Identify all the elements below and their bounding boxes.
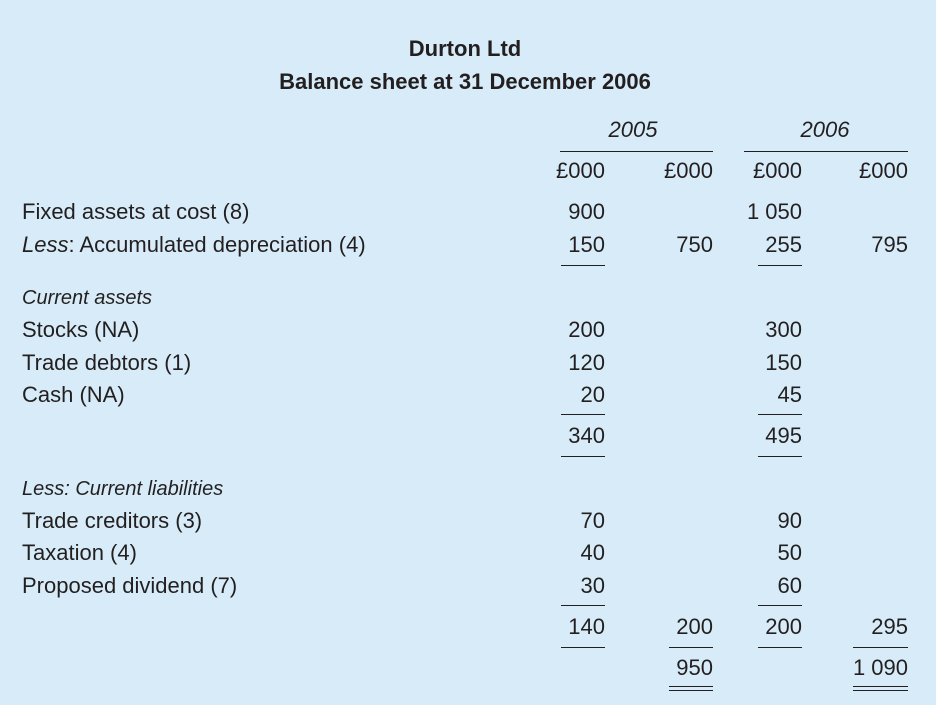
- rule: [561, 414, 605, 415]
- cash-label: Cash (NA): [22, 382, 125, 407]
- current-assets-total-2005: 340: [568, 423, 605, 448]
- unit-header: £000: [859, 158, 908, 183]
- year-header-2005: 2005: [608, 117, 658, 142]
- taxation-2005: 40: [580, 540, 605, 565]
- depreciation-text: : Accumulated depreciation (4): [68, 232, 366, 257]
- unit-header: £000: [753, 158, 802, 183]
- statement-title: Balance sheet at 31 December 2006: [279, 69, 651, 94]
- proposed-dividend-2006: 60: [777, 573, 802, 598]
- current-liabilities-text: : Current liabilities: [64, 478, 224, 500]
- total-net-assets-2006: 1 090: [852, 655, 908, 680]
- less-prefix: Less: [22, 232, 69, 257]
- current-liabilities-total-2005: 140: [568, 614, 605, 639]
- double-rule: [669, 686, 713, 691]
- rule: [561, 265, 605, 266]
- less-prefix: Less: [22, 478, 65, 500]
- trade-creditors-label: Trade creditors (3): [22, 508, 203, 533]
- trade-creditors-2006: 90: [777, 508, 802, 533]
- taxation-label: Taxation (4): [22, 540, 137, 565]
- unit-header: £000: [556, 158, 605, 183]
- total-net-assets-2005: 950: [676, 655, 713, 680]
- taxation-2006: 50: [777, 540, 802, 565]
- rule: [853, 647, 908, 648]
- rule: [758, 456, 802, 457]
- rule: [561, 605, 605, 606]
- double-rule: [853, 686, 908, 691]
- depreciation-2006: 255: [765, 232, 802, 257]
- trade-debtors-label: Trade debtors (1): [22, 350, 192, 375]
- trade-debtors-2005: 120: [568, 350, 605, 375]
- year-underline-2006: [744, 151, 908, 152]
- stocks-2006: 300: [765, 317, 802, 342]
- unit-header: £000: [664, 158, 713, 183]
- current-liabilities-heading: [22, 476, 223, 502]
- rule: [758, 265, 802, 266]
- net-fixed-assets-2006: 795: [871, 232, 908, 257]
- proposed-dividend-2005: 30: [580, 573, 605, 598]
- stocks-label: Stocks (NA): [22, 317, 140, 342]
- rule: [561, 456, 605, 457]
- rule: [758, 414, 802, 415]
- rule: [669, 647, 713, 648]
- net-fixed-assets-2005: 750: [676, 232, 713, 257]
- net-current-assets-2005: 200: [676, 614, 713, 639]
- fixed-assets-cost-2006: 1 050: [746, 199, 802, 224]
- current-assets-total-2006: 495: [765, 423, 802, 448]
- current-liabilities-total-2006: 200: [765, 614, 802, 639]
- year-underline-2005: [560, 151, 713, 152]
- current-assets-heading: Current assets: [22, 287, 153, 309]
- rule: [758, 605, 802, 606]
- fixed-assets-label: Fixed assets at cost (8): [22, 199, 250, 224]
- trade-creditors-2005: 70: [580, 508, 605, 533]
- proposed-dividend-label: Proposed dividend (7): [22, 573, 238, 598]
- cash-2006: 45: [777, 382, 802, 407]
- depreciation-2005: 150: [568, 232, 605, 257]
- net-current-assets-2006: 295: [871, 614, 908, 639]
- rule: [561, 647, 605, 648]
- stocks-2005: 200: [568, 317, 605, 342]
- year-header-2006: 2006: [800, 117, 850, 142]
- rule: [758, 647, 802, 648]
- depreciation-label: [22, 232, 366, 258]
- company-name: Durton Ltd: [408, 36, 522, 61]
- trade-debtors-2006: 150: [765, 350, 802, 375]
- cash-2005: 20: [580, 382, 605, 407]
- fixed-assets-cost-2005: 900: [568, 199, 605, 224]
